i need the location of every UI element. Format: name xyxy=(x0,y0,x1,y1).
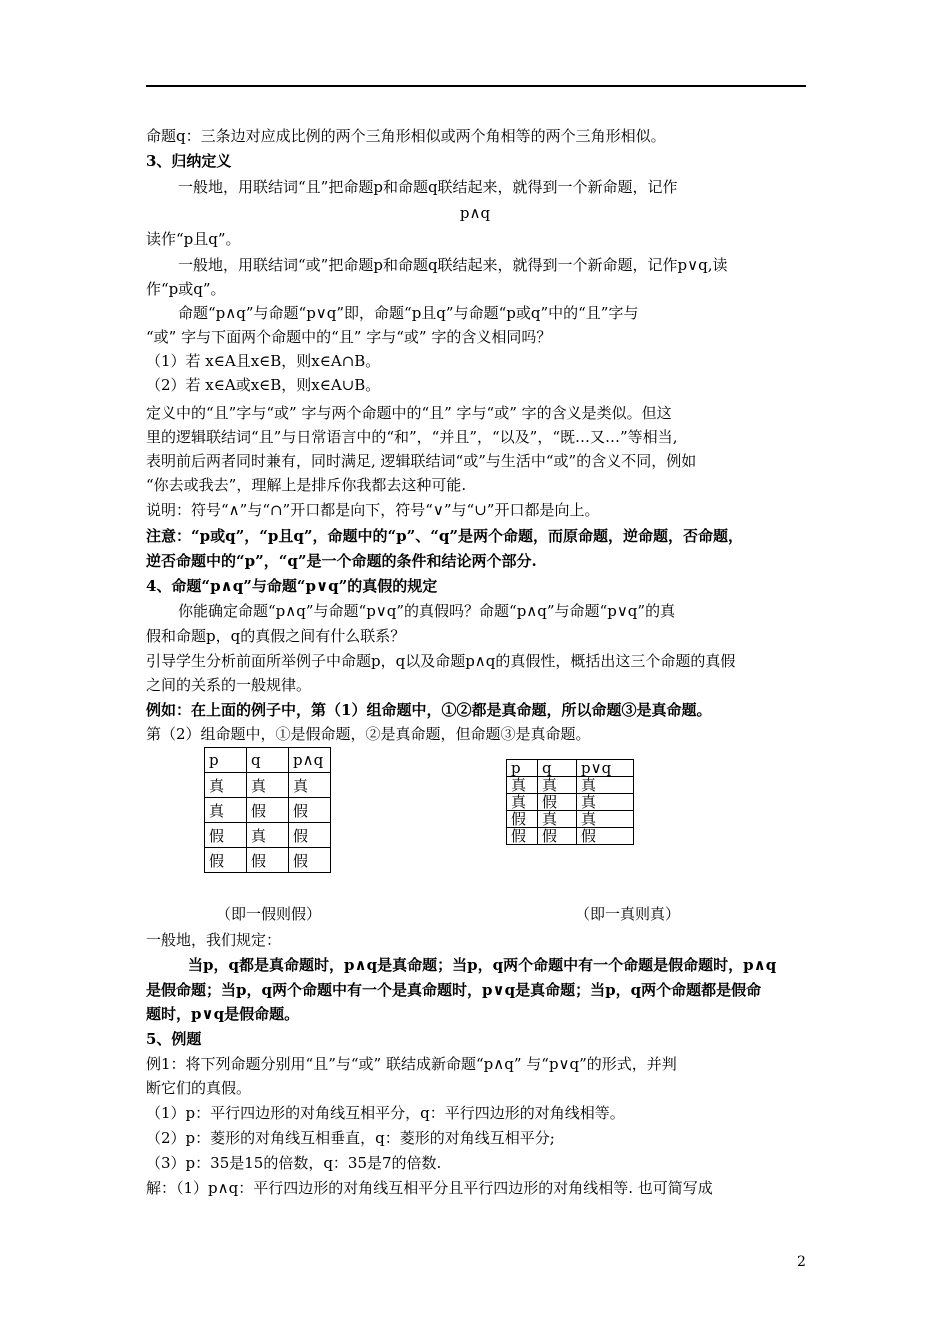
text-line: 你能确定命题“p∧q”与命题“p∨q”的真假吗？命题“p∧q”与命题“p∨q”的真 xyxy=(178,602,676,620)
table-cell: 假 xyxy=(577,828,634,845)
section-heading-4: 4、命题“p∧q”与命题“p∨q”的真假的规定 xyxy=(146,577,438,595)
table-row xyxy=(507,777,634,794)
table-cell: 假 xyxy=(247,798,289,823)
text-line: 命题q：三条边对应成比例的两个三角形相似或两个角相等的两个三角形相似。 xyxy=(146,127,666,145)
text-line: 一般地，我们规定： xyxy=(146,931,282,949)
text-line: 说明：符号“∧”与“∩”开口都是向下，符号“∨”与“∪”开口都是向上。 xyxy=(146,501,600,519)
text-line: “或” 字与下面两个命题中的“且” 字与“或” 字的含义相同吗？ xyxy=(146,328,552,346)
text-line: 引导学生分析前面所举例子中命题p，q以及命题p∧q的真假性，概括出这三个命题的真假 xyxy=(146,652,736,670)
table-row xyxy=(205,848,331,873)
text-line: 一般地，用联结词“或”把命题p和命题q联结起来，就得到一个新命题，记作p∨q,读 xyxy=(178,256,728,274)
table-row xyxy=(205,823,331,848)
rule-line: 当p，q都是真命题时，p∧q是真命题；当p，q两个命题中有一个命题是假命题时，p∧q xyxy=(188,956,777,974)
table-cell: 假 xyxy=(538,794,577,811)
page-number: 2 xyxy=(797,1254,806,1270)
table-row xyxy=(205,798,331,823)
table-cell: 真 xyxy=(577,794,634,811)
table-cell: 假 xyxy=(247,848,289,873)
table-cell: 假 xyxy=(507,828,538,845)
example-item: （3）p：35是15的倍数，q：35是7的倍数. xyxy=(146,1154,442,1172)
table-cell: 假 xyxy=(205,848,247,873)
solution-line: 解：（1）p∧q：平行四边形的对角线互相平分且平行四边形的对角线相等. 也可简写成 xyxy=(146,1179,713,1197)
note-line: 逆否命题中的“p”，“q”是一个命题的条件和结论两个部分. xyxy=(146,552,537,570)
text-line: 命题“p∧q”与命题“p∨q”即，命题“p且q”与命题“p或q”中的“且”字与 xyxy=(178,304,639,322)
table-cell: 真 xyxy=(538,811,577,828)
table-row xyxy=(507,828,634,845)
text-line: 第（2）组命题中，①是假命题，②是真命题，但命题③是真命题。 xyxy=(146,725,591,743)
table-cell: q xyxy=(247,748,289,773)
rule-line: 题时，p∨q是假命题。 xyxy=(146,1005,300,1023)
table-row xyxy=(507,811,634,828)
example-line: 例如：在上面的例子中，第（1）组命题中，①②都是真命题，所以命题③是真命题。 xyxy=(146,701,712,719)
text-line: 读作“p且q”。 xyxy=(146,230,241,248)
example-item: （2）p：菱形的对角线互相垂直，q：菱形的对角线互相平分; xyxy=(146,1129,555,1147)
table-row xyxy=(507,760,634,777)
table-cell: 真 xyxy=(507,794,538,811)
table-cell: p xyxy=(205,748,247,773)
table-row xyxy=(507,794,634,811)
text-line: 里的逻辑联结词“且”与日常语言中的“和”，“并且”，“以及”，“既…又…”等相当, xyxy=(146,428,678,446)
table-cell: 假 xyxy=(289,848,331,873)
example-item: （2）若 x∈A或x∈B，则x∈A∪B。 xyxy=(146,376,381,394)
table-cell: 真 xyxy=(507,777,538,794)
text-line: 作“p或q”。 xyxy=(146,280,226,298)
table-cell: 假 xyxy=(538,828,577,845)
text-line: 定义中的“且”字与“或” 字与两个命题中的“且” 字与“或” 字的含义是类似。但这 xyxy=(146,404,672,422)
text-line: 一般地，用联结词“且”把命题p和命题q联结起来，就得到一个新命题，记作 xyxy=(178,178,678,196)
table-cell: 假 xyxy=(289,798,331,823)
table-cell: p∧q xyxy=(289,748,331,773)
table-cell: 假 xyxy=(205,823,247,848)
table-cell: 假 xyxy=(289,823,331,848)
section-heading-5: 5、例题 xyxy=(146,1030,202,1048)
text-line: 例1：将下列命题分别用“且”与“或” 联结成新命题“p∧q” 与“p∨q”的形式，并判 xyxy=(146,1055,677,1073)
table-cell: 假 xyxy=(507,811,538,828)
table-row xyxy=(205,773,331,798)
table-cell: 真 xyxy=(538,777,577,794)
rule-line: 是假命题；当p，q两个命题中有一个是真命题时，p∨q是真命题；当p，q两个命题都是假命 xyxy=(146,981,762,999)
table-cell: 真 xyxy=(577,777,634,794)
table-cell: 真 xyxy=(205,773,247,798)
table-cell: 真 xyxy=(205,798,247,823)
table-cell: q xyxy=(538,760,577,777)
table-cell: 真 xyxy=(247,773,289,798)
table-cell: 真 xyxy=(247,823,289,848)
table-cell: p xyxy=(507,760,538,777)
formula-and: p∧q xyxy=(459,204,491,222)
truth-table-and xyxy=(204,747,331,873)
table-caption-and: （即一假则假） xyxy=(216,905,322,923)
truth-table-or xyxy=(506,759,634,845)
text-line: 假和命题p，q的真假之间有什么联系？ xyxy=(146,627,406,645)
text-line: 断它们的真假。 xyxy=(146,1079,252,1097)
section-heading-3: 3、归纳定义 xyxy=(146,152,232,170)
table-cell: 真 xyxy=(577,811,634,828)
text-line: 表明前后两者同时兼有，同时满足, 逻辑联结词“或”与生活中“或”的含义不同，例如 xyxy=(146,452,697,470)
table-cell: p∨q xyxy=(577,760,634,777)
table-caption-or: （即一真则真） xyxy=(575,905,681,923)
example-item: （1）若 x∈A且x∈B，则x∈A∩B。 xyxy=(146,352,381,370)
note-line: 注意：“p或q”，“p且q”，命题中的“p”、“q”是两个命题，而原命题，逆命题，否命题， xyxy=(146,527,743,545)
text-line: 之间的关系的一般规律。 xyxy=(146,676,312,694)
text-line: “你去或我去”，理解上是排斥你我都去这种可能. xyxy=(146,476,467,494)
table-row xyxy=(205,748,331,773)
table-cell: 真 xyxy=(289,773,331,798)
example-item: （1）p：平行四边形的对角线互相平分，q：平行四边形的对角线相等。 xyxy=(146,1104,625,1122)
header-rule xyxy=(146,85,806,87)
